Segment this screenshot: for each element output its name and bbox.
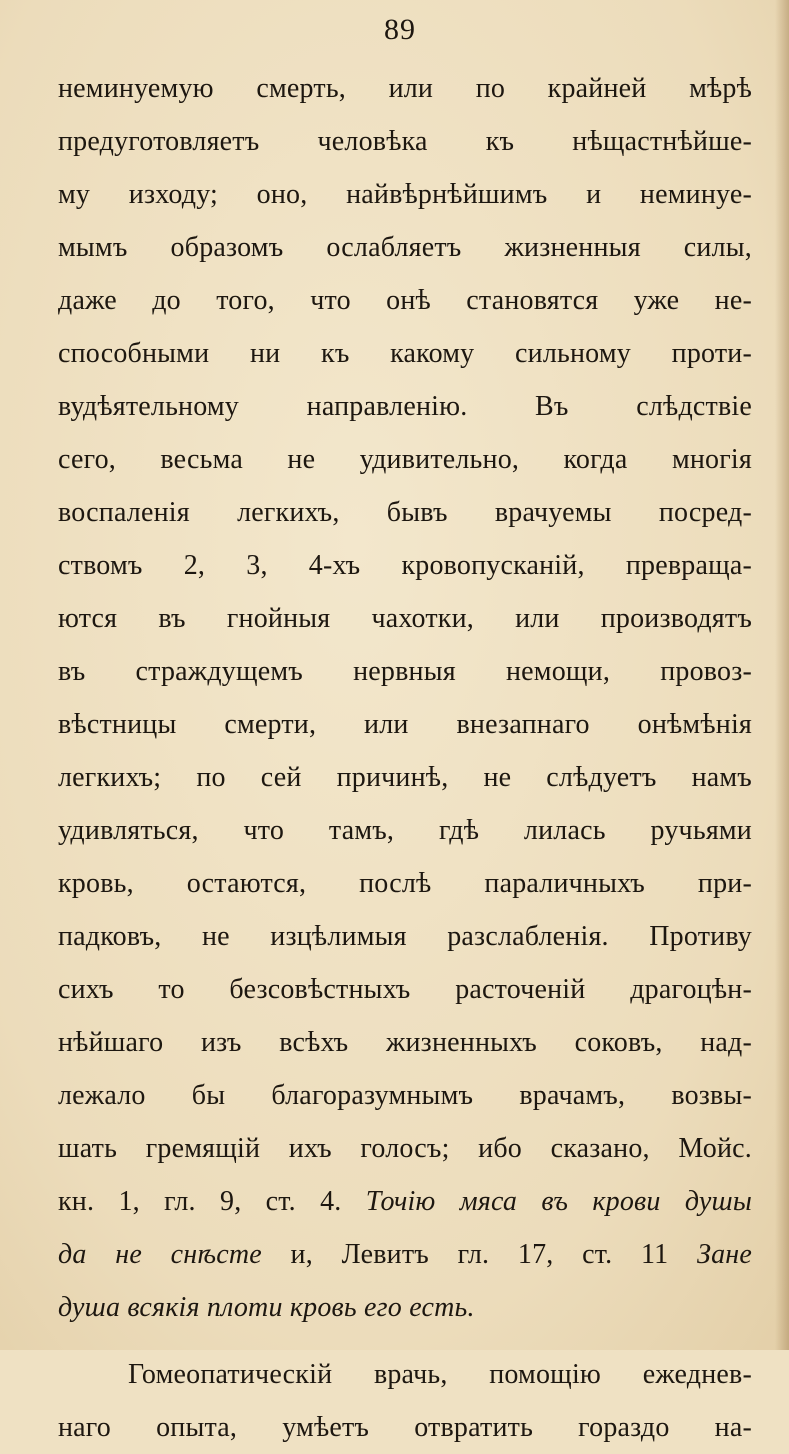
text-line [58, 1016, 752, 1069]
text-line [58, 698, 752, 751]
text-segment: кн. 1, гл. 9, ст. 4. [58, 1186, 366, 1217]
text-segment: вудѣятельному направленію. Въ слѣдствіе [58, 391, 752, 422]
text-segment: падковъ, не изцѣлимыя разслабленія. Противу [58, 921, 752, 952]
text-segment: шать гремящій ихъ голосъ; ибо сказано, Мойс. [58, 1133, 752, 1164]
text-line [58, 168, 752, 221]
text-line [58, 539, 752, 592]
text-line [58, 1175, 752, 1228]
text-line [58, 1069, 752, 1122]
text-line [58, 486, 752, 539]
italic-text-segment: да не снѣсте [58, 1239, 262, 1270]
text-segment: даже до того, что онѣ становятся уже не- [58, 285, 752, 316]
text-segment: кровь, остаются, послѣ параличныхъ при- [58, 868, 752, 899]
text-line [58, 433, 752, 486]
text-segment: воспаленія легкихъ, бывъ врачуемы посред- [58, 497, 752, 528]
text-line [58, 963, 752, 1016]
text-segment: способными ни къ какому сильному проти- [58, 338, 752, 369]
text-line [58, 1122, 752, 1175]
text-segment: предуготовляетъ человѣка къ нѣщастнѣйше- [58, 126, 752, 157]
text-segment: наго опыта, умѣетъ отвратить гораздо на- [58, 1412, 752, 1443]
text-line [58, 221, 752, 274]
text-line [58, 751, 752, 804]
text-segment: му изходу; оно, найвѣрнѣйшимъ и неминуе- [58, 179, 752, 210]
text-segment: мымъ образомъ ослабляетъ жизненныя силы, [58, 232, 752, 263]
text-segment: сихъ то безсовѣстныхъ расточеній драгоцѣн- [58, 974, 752, 1005]
text-segment: легкихъ; по сей причинѣ, не слѣдуетъ намъ [58, 762, 752, 793]
text-line [58, 115, 752, 168]
text-segment: ствомъ 2, 3, 4-хъ кровопусканій, превраща- [58, 550, 752, 581]
text-line [58, 1348, 752, 1401]
page-edge-shadow [775, 0, 789, 1350]
page-number: 89 [384, 13, 416, 46]
text-segment: нѣйшаго изъ всѣхъ жизненныхъ соковъ, над- [58, 1027, 752, 1058]
text-line [58, 910, 752, 963]
text-line [58, 274, 752, 327]
italic-text-segment: Точію мяса въ крови душы [365, 1186, 752, 1217]
italic-text-segment: душа всякія плоти кровь его есть. [58, 1292, 475, 1323]
text-line [58, 804, 752, 857]
text-line [58, 380, 752, 433]
text-line [58, 1401, 752, 1454]
text-segment: и, Левитъ гл. 17, ст. 11 [261, 1239, 698, 1270]
text-line [58, 645, 752, 698]
text-line [58, 857, 752, 910]
text-segment: сего, весьма не удивительно, когда многія [58, 444, 752, 475]
text-line [58, 592, 752, 645]
text-line [58, 62, 752, 115]
text-segment: ются въ гнойныя чахотки, или производятъ [58, 603, 752, 634]
text-segment: Гомеопатическій врачь, помощію ежеднев- [128, 1359, 752, 1390]
text-segment: вѣстницы смерти, или внезапнаго онѣмѣнія [58, 709, 752, 740]
body-text [58, 62, 752, 1454]
text-segment: лежало бы благоразумнымъ врачамъ, возвы- [58, 1080, 752, 1111]
text-segment: неминуемую смерть, или по крайней мѣрѣ [58, 73, 752, 104]
text-line [58, 1228, 752, 1281]
text-segment: удивляться, что тамъ, гдѣ лилась ручьями [58, 815, 752, 846]
text-line [58, 1281, 752, 1334]
text-line [58, 327, 752, 380]
italic-text-segment: Зане [697, 1239, 753, 1270]
text-segment: въ страждущемъ нервныя немощи, провоз- [58, 656, 752, 687]
